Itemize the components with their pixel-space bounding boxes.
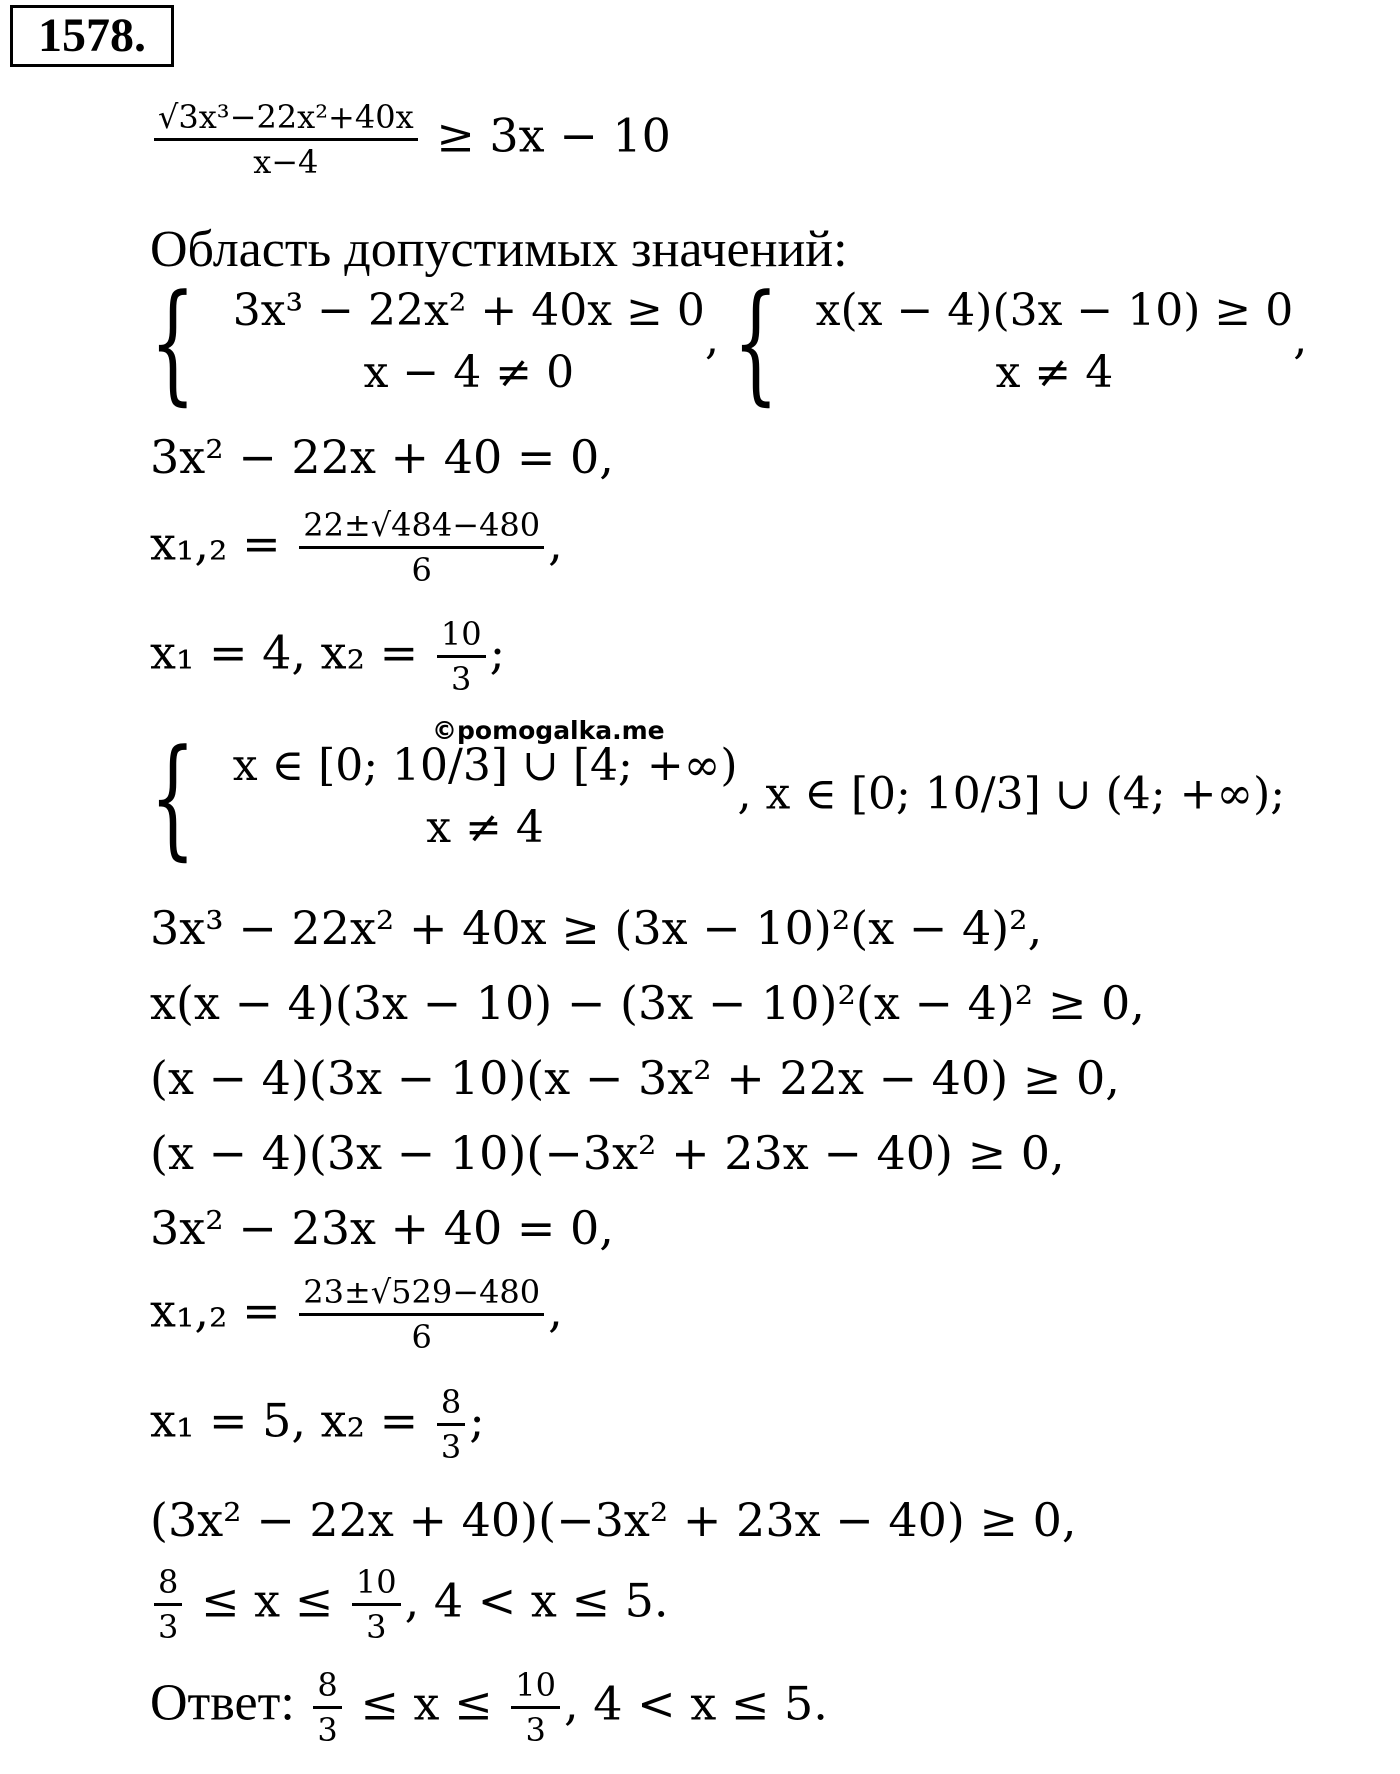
numerator: 8: [313, 1668, 341, 1709]
interval-result: , x ∈ [0; 10/3] ∪ (4; +∞);: [737, 768, 1286, 820]
fraction: [437, 1385, 465, 1464]
equation-line: (3x² − 22x + 40)(−3x² + 23x − 40) ≥ 0,: [150, 1493, 1077, 1547]
lhs: x₁ = 5, x₂ =: [150, 1393, 419, 1448]
punct: ;: [469, 1393, 485, 1448]
system-row: x ∈ [0; 10/3] ∪ [4; +∞): [232, 740, 738, 791]
relation: ≤ x ≤: [200, 1573, 334, 1628]
denominator: 3: [440, 1428, 462, 1466]
numerator: 10: [352, 1565, 401, 1606]
denominator: 6: [411, 1318, 432, 1356]
denominator: x−4: [253, 143, 319, 181]
system-row: x ≠ 4: [995, 347, 1114, 398]
denominator: 3: [451, 660, 472, 698]
system-row: x − 4 ≠ 0: [363, 347, 575, 398]
roots-line: [150, 617, 505, 696]
lhs: x₁ = 4, x₂ =: [150, 625, 419, 680]
watermark: ©pomogalka.me: [432, 716, 665, 745]
brace-icon: {: [150, 266, 196, 418]
punct: ,: [548, 516, 563, 571]
answer-label: Ответ:: [150, 1674, 295, 1732]
separator: ,: [1293, 313, 1308, 365]
separator: ,: [704, 313, 719, 365]
equation-line: 3x² − 22x + 40 = 0,: [150, 430, 614, 484]
punct: ;: [489, 625, 506, 680]
roots-formula-line: [150, 508, 563, 587]
fraction: [352, 1565, 401, 1644]
relation: ≤ x ≤: [360, 1676, 493, 1731]
equation-line: 3x³ − 22x² + 40x ≥ (3x − 10)²(x − 4)²,: [150, 901, 1043, 955]
tail: , 4 < x ≤ 5.: [404, 1573, 669, 1628]
system-1: [150, 266, 705, 418]
numerator: 10: [437, 617, 486, 658]
numerator: 8: [437, 1385, 465, 1426]
fraction: [299, 508, 544, 587]
punct: ,: [548, 1283, 563, 1338]
fraction: [437, 617, 486, 696]
answer-line: [150, 1668, 828, 1747]
fraction: [154, 1565, 182, 1644]
roots-formula-line: [150, 1275, 563, 1354]
solution-line: [150, 1565, 669, 1644]
equation-line: x(x − 4)(3x − 10) − (3x − 10)²(x − 4)² ≥ 0,: [150, 976, 1145, 1030]
numerator: √3x³−22x²+40x: [154, 100, 418, 141]
denominator: 3: [317, 1711, 338, 1749]
numerator: 23±√529−480: [299, 1275, 544, 1316]
tail: , 4 < x ≤ 5.: [564, 1676, 828, 1731]
roots-line: [150, 1385, 485, 1464]
domain-heading: Область допустимых значений:: [150, 221, 848, 278]
numerator: 22±√484−480: [299, 508, 544, 549]
domain-systems-line: [150, 266, 1308, 418]
lhs: x₁,₂ =: [150, 1283, 281, 1338]
fraction: [313, 1668, 341, 1747]
equation-line: (x − 4)(3x − 10)(x − 3x² + 22x − 40) ≥ 0,: [150, 1051, 1120, 1105]
fraction: [299, 1275, 544, 1354]
rhs: ≥ 3x − 10: [436, 108, 671, 163]
fraction: [511, 1668, 560, 1747]
system-2: [732, 266, 1294, 418]
system-row: x(x − 4)(3x − 10) ≥ 0: [815, 285, 1294, 336]
brace-icon: {: [732, 266, 779, 418]
denominator: 6: [411, 551, 432, 589]
denominator: 3: [525, 1711, 546, 1749]
fraction: [154, 100, 418, 179]
lhs: x₁,₂ =: [150, 516, 281, 571]
problem-number: 1578.: [10, 5, 174, 67]
denominator: 3: [158, 1608, 179, 1646]
equation-line: (x − 4)(3x − 10)(−3x² + 23x − 40) ≥ 0,: [150, 1126, 1065, 1180]
denominator: 3: [366, 1608, 387, 1646]
system-row: x ≠ 4: [426, 802, 544, 853]
brace-icon: {: [150, 721, 196, 873]
equation-line: 3x² − 23x + 40 = 0,: [150, 1201, 614, 1255]
numerator: 8: [154, 1565, 182, 1606]
inequality-line: [150, 100, 671, 179]
numerator: 10: [511, 1668, 560, 1709]
system-row: 3x³ − 22x² + 40x ≥ 0: [232, 285, 705, 336]
